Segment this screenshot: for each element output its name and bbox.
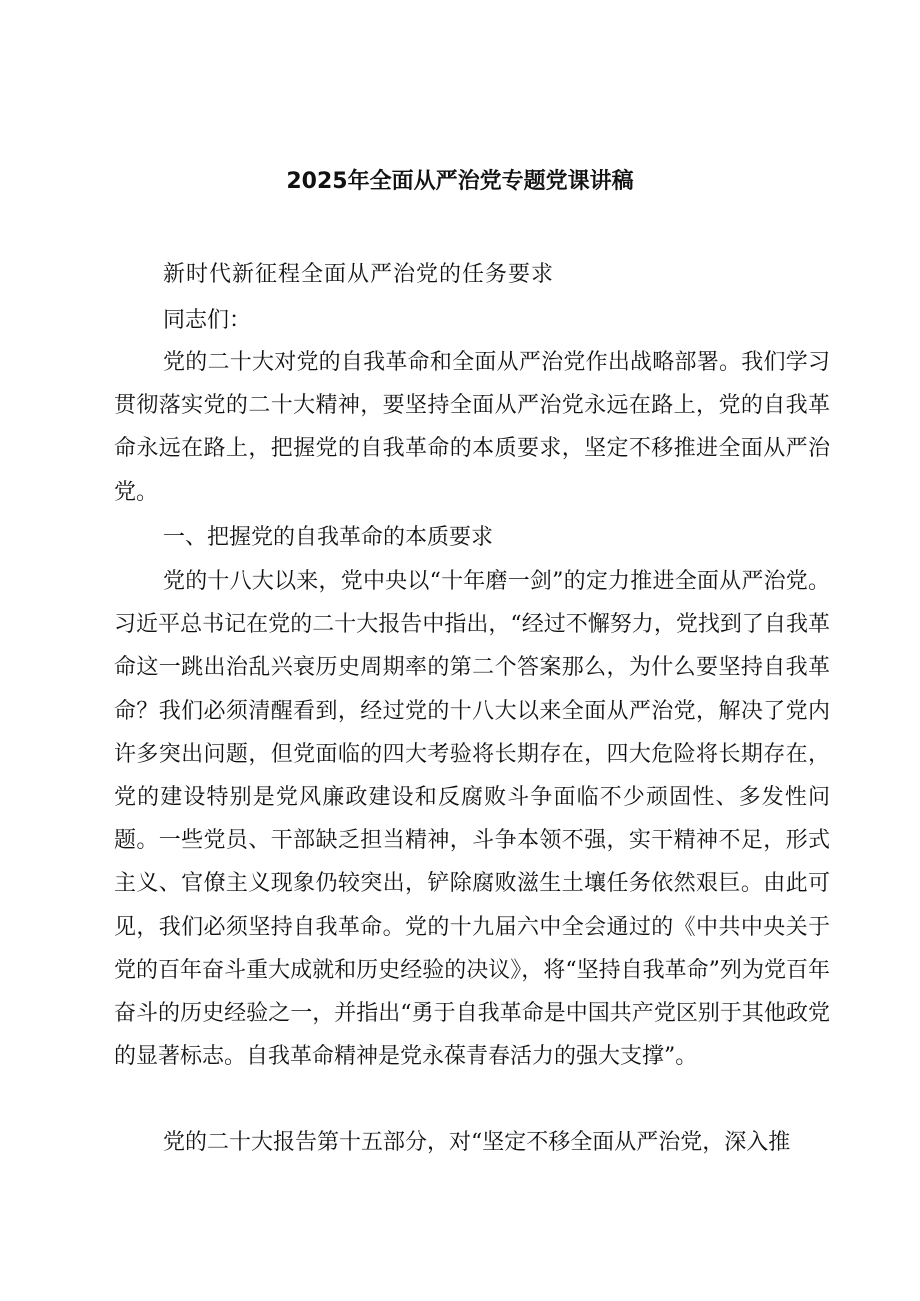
section-heading: 一、把握党的自我革命的本质要求 [163, 525, 494, 550]
paragraph-report-part-fifteen: 党的二十大报告第十五部分，对“坚定不移全面从严治党，深入推 [163, 1130, 791, 1155]
salutation: 同志们： [163, 308, 252, 333]
document-subtitle: 新时代新征程全面从严治党的任务要求 [163, 262, 555, 287]
paragraph-section-one: 党的十八大以来，党中央以“十年磨一剑”的定力推进全面从严治党。习近平总书记在党的二十大报告中指出，“经过不懈努力，党找到了自我革命这一跳出治乱兴衰历史周期率的第二个答案那么，为什么要坚持自我革命？我们必须清醒看到，经过党的十八大以来全面从严治党，解决了党内许多突出问题，但党面临的四大考验将长期存在，四大危险将长期存在，党的建设特别是党风廉政建设和反腐败斗争面临不少顽固性、多发性问题。一些党员、干部缺乏担当精神，斗争本领不强，实干精神不足，形式主义、官僚主义现象仍较突出，铲除腐败滋生土壤任务依然艰巨。由此可见，我们必须坚持自我革命。党的十九届六中全会通过的《中共中央关于党的百年奋斗重大成就和历史经验的决议》，将“坚持自我革命”列为党百年奋斗的历史经验之一，并指出“勇于自我革命是中国共产党区别于其他政党的显著标志。自我革命精神是党永葆青春活力的强大支撑”。 [114, 569, 830, 1070]
paragraph-intro: 党的二十大对党的自我革命和全面从严治党作出战略部署。我们学习贯彻落实党的二十大精神，要坚持全面从严治党永远在路上，党的自我革命永远在路上，把握党的自我革命的本质要求，坚定不移推进全面从严治党。 [114, 350, 830, 505]
document-title: 2025年全面从严治党专题党课讲稿 [286, 169, 634, 194]
